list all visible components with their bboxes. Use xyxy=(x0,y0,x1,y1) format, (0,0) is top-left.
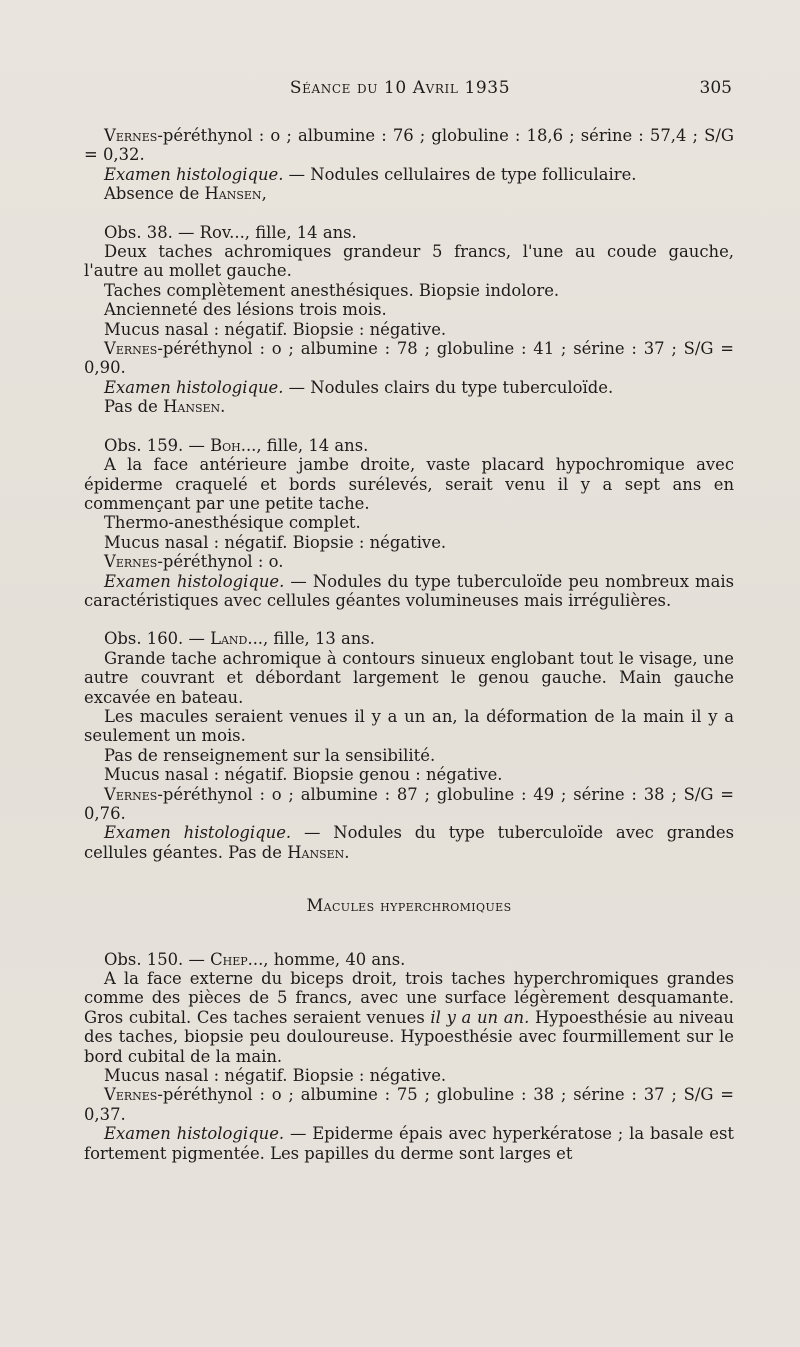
running-head: Séance du 10 Avril 1935 xyxy=(289,78,511,98)
observation-heading xyxy=(84,436,734,455)
paragraph xyxy=(84,165,734,184)
paragraph xyxy=(84,572,734,611)
text-run: Pas de xyxy=(104,397,164,417)
paragraph: Mucus nasal : négatif. Biopsie : négative. xyxy=(104,532,447,552)
author-name: Vernes xyxy=(104,784,158,804)
paragraph: Mucus nasal : négatif. Biopsie genou : négative. xyxy=(104,765,503,785)
author-name: Hansen xyxy=(204,184,262,204)
italic-label: Examen histologique. xyxy=(104,164,284,184)
text-run: — Nodules du type tuberculoïde peu nombreux mais caractéristiques avec cellules géantes volumineuses mais irrégulières. xyxy=(84,571,734,610)
text-run: ..., fille, 14 ans. xyxy=(240,435,369,455)
paragraph: Ancienneté des lésions trois mois. xyxy=(104,300,387,320)
text-run: — Epiderme épais avec hyperkératose ; la basale est fortement pigmentée. Les papilles du derme sont larges et xyxy=(84,1124,734,1163)
paragraph: Deux taches achromiques grandeur 5 francs, l'une au coude gauche, l'autre au mollet gauche. xyxy=(84,242,734,281)
patient-name: Boh xyxy=(210,435,241,455)
paragraph xyxy=(84,823,734,862)
paragraph: Thermo-anesthésique complet. xyxy=(104,513,361,533)
paragraph xyxy=(84,126,734,165)
italic-label: Examen histologique. xyxy=(104,377,284,397)
author-name: Vernes xyxy=(104,339,158,359)
text-run: -péréthynol : o ; albumine : 75 ; globuline : 38 ; sérine : 37 ; S/G = 0,37. xyxy=(84,1085,734,1124)
text-run: -péréthynol : o ; albumine : 87 ; globuline : 49 ; sérine : 38 ; S/G = 0,76. xyxy=(84,784,734,823)
text-run: ..., fille, 13 ans. xyxy=(247,629,375,649)
text-run: — Nodules du type tuberculoïde avec grandes cellules géantes. Pas de xyxy=(84,823,734,862)
paragraph xyxy=(84,1085,734,1124)
paragraph xyxy=(84,552,734,571)
author-name: Vernes xyxy=(104,552,158,572)
paragraph: Les macules seraient venues il y a un an, la déformation de la main il y a seulement un mois. xyxy=(84,706,734,746)
text-run: , xyxy=(261,184,267,204)
text-run: Obs. 38. — Rov..., fille, 14 ans. xyxy=(104,222,357,242)
observation-heading xyxy=(84,223,734,242)
text-run: Absence de xyxy=(104,184,205,204)
text-run: — Nodules cellulaires de type folliculaire. xyxy=(283,164,637,184)
paragraph xyxy=(84,339,734,378)
text-run: -péréthynol : o ; albumine : 76 ; globuline : 18,6 ; sérine : 57,4 ; S/G = 0,32. xyxy=(84,126,734,165)
page-number: 305 xyxy=(699,78,732,98)
text-run: -péréthynol : o. xyxy=(157,552,284,572)
paragraph xyxy=(84,1124,734,1163)
paragraph: Pas de renseignement sur la sensibilité. xyxy=(104,745,436,765)
paragraph: Mucus nasal : négatif. Biopsie : négative. xyxy=(104,1066,447,1086)
paragraph: A la face antérieure jambe droite, vaste placard hypochromique avec épiderme craquelé et bords surélevés, serait venu il y a sept ans en commençant par une petite tache. xyxy=(84,455,734,513)
italic-label: Examen histologique. xyxy=(104,823,292,843)
italic-phrase: il y a un an. xyxy=(430,1007,530,1027)
page-body xyxy=(84,126,734,1163)
author-name: Vernes xyxy=(104,1085,158,1105)
paragraph: Mucus nasal : négatif. Biopsie : négative. xyxy=(104,319,447,339)
paragraph: Taches complètement anesthésiques. Biopsie indolore. xyxy=(104,280,560,300)
section-heading: Macules hyperchromiques xyxy=(306,896,512,916)
paragraph xyxy=(84,397,734,416)
patient-name: Chep xyxy=(210,949,248,969)
observation-heading xyxy=(84,950,734,969)
author-name: Vernes xyxy=(104,126,158,145)
patient-name: Land xyxy=(210,629,248,649)
text-run: — Nodules clairs du type tuberculoïde. xyxy=(283,377,614,397)
text-run: -péréthynol : o ; albumine : 78 ; globuline : 41 ; sérine : 37 ; S/G = 0,90. xyxy=(84,339,734,378)
text-run: Obs. 159. — xyxy=(104,435,211,455)
text-run: . xyxy=(344,842,350,862)
text-run: Hypoesthésie au niveau des taches, biopsie peu douloureuse. Hypoesthésie avec fourmillement sur le bord cubital de la main. xyxy=(84,1007,734,1066)
author-name: Hansen xyxy=(287,842,345,862)
italic-label: Examen histologique. xyxy=(104,1124,285,1144)
author-name: Hansen xyxy=(163,397,221,417)
observation-heading xyxy=(84,629,734,648)
paragraph xyxy=(84,785,734,824)
text-run: . xyxy=(220,397,226,417)
paragraph xyxy=(84,969,734,1066)
paragraph xyxy=(84,378,734,397)
text-run: Obs. 160. — xyxy=(104,629,211,649)
text-run: Obs. 150. — xyxy=(104,949,211,969)
paragraph: Grande tache achromique à contours sinueux englobant tout le visage, une autre couvrant et débordant largement le genou gauche. Main gauche excavée en bateau. xyxy=(84,648,734,707)
text-run: ..., homme, 40 ans. xyxy=(247,949,406,969)
page-header xyxy=(0,78,800,104)
text-run: A la face externe du biceps droit, trois taches hyperchromiques grandes comme des pièces de 5 francs, avec une surface légèrement desquamante. Gros cubital. Ces taches seraient venues xyxy=(84,969,734,1027)
italic-label: Examen histologique. xyxy=(104,571,285,591)
paragraph xyxy=(84,184,734,203)
